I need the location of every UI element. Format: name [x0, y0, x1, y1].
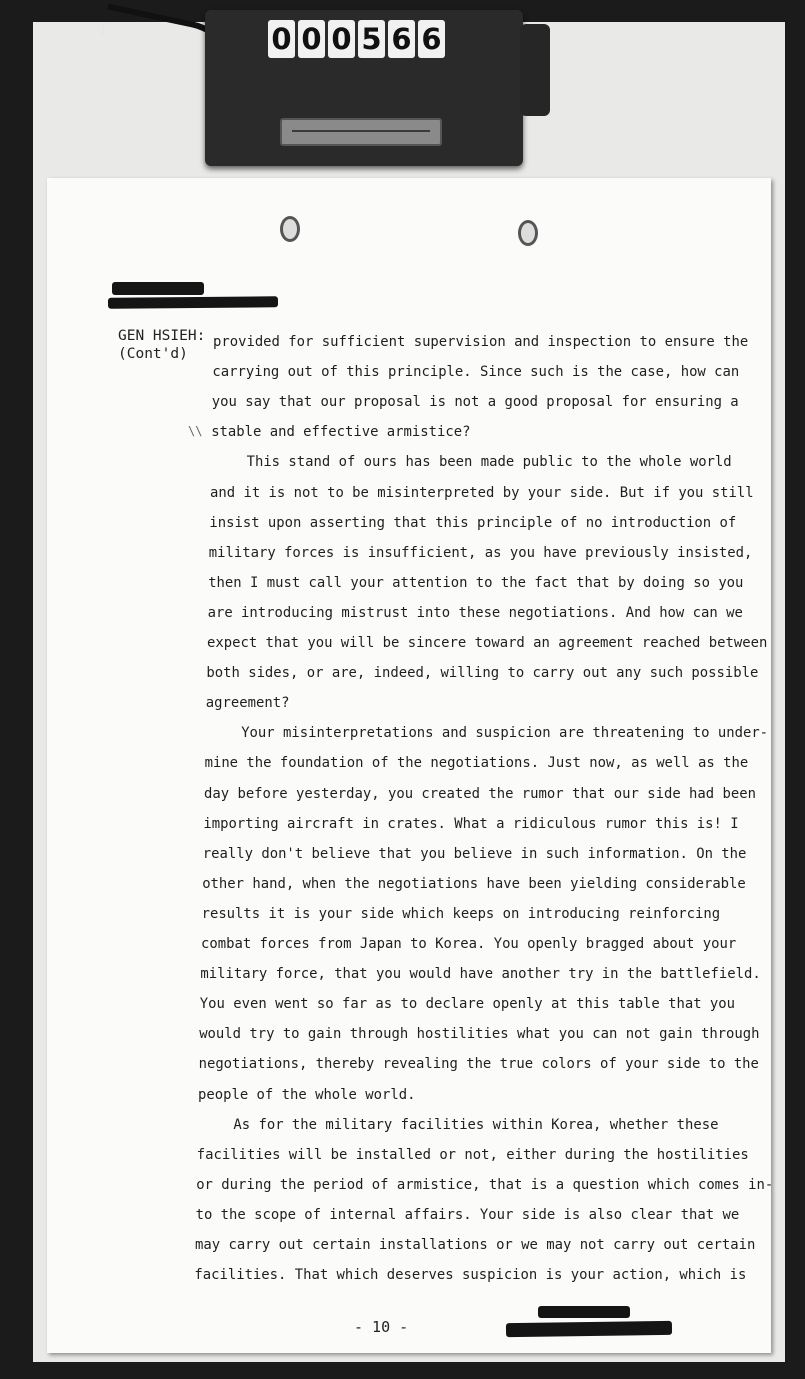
body-text-line: really don't believe that you believe in such information. On the: [202, 845, 747, 862]
body-text-line: carrying out of this principle. Since such is the case, how can: [212, 364, 740, 381]
counter-digit: 0: [268, 20, 295, 58]
body-text-line: As for the military facilities within Korea, whether these: [233, 1116, 719, 1133]
body-text-line: other hand, when the negotiations have been yielding considerable: [202, 875, 746, 892]
body-text-line: people of the whole world.: [198, 1086, 416, 1103]
body-text-line: results it is your side which keeps on introducing reinforcing: [201, 905, 721, 922]
body-text-line: military force, that you would have another try in the battlefield.: [200, 966, 761, 983]
body-text-line: agreement?: [205, 695, 290, 712]
body-text-line: would try to gain through hostilities what you can not gain through: [199, 1026, 760, 1043]
body-text-line: and it is not to be misinterpreted by your side. But if you still: [210, 484, 754, 501]
frame-counter-digits: [268, 20, 445, 58]
counter-digit: 5: [358, 20, 385, 58]
body-text-line: facilities. That which deserves suspicion is your action, which is: [194, 1267, 747, 1284]
pencil-mark: \\: [188, 424, 203, 438]
continued-note: (Cont'd): [118, 346, 188, 362]
body-text-line: day before yesterday, you created the rumor that our side had been: [204, 785, 756, 802]
redaction-mark: [108, 296, 278, 308]
body-text-line: or during the period of armistice, that is a question which comes in-: [196, 1176, 774, 1193]
punch-hole: [280, 216, 300, 242]
body-text-line: military forces is insufficient, as you have previously insisted,: [208, 544, 753, 561]
body-text-line: you say that our proposal is not a good proposal for ensuring a: [211, 394, 739, 411]
body-text-line: expect that you will be sincere toward an agreement reached between: [207, 635, 768, 651]
body-text-line: combat forces from Japan to Korea. You openly bragged about your: [201, 936, 737, 952]
page-number: - 10 -: [354, 1318, 409, 1336]
body-text-line: Your misinterpretations and suspicion are threatening to under-: [241, 725, 769, 742]
body-text-line: This stand of ours has been made public to the whole world: [246, 454, 732, 471]
counter-nameplate: [280, 118, 442, 146]
body-text-line: insist upon asserting that this principle of no introduction of: [209, 514, 737, 531]
body-text-line: stable and effective armistice?: [211, 424, 471, 441]
redaction-mark: [538, 1306, 630, 1318]
body-text-line: importing aircraft in crates. What a ridiculous rumor this is! I: [203, 815, 739, 832]
speaker-label: [118, 327, 208, 363]
body-text-line: facilities will be installed or not, either during the hostilities: [196, 1146, 749, 1163]
counter-digit: 0: [328, 20, 355, 58]
body-text-line: then I must call your attention to the fact that by doing so you: [208, 574, 744, 591]
redaction-mark: [112, 282, 204, 295]
counter-digit: 0: [298, 20, 325, 58]
redaction-mark: [506, 1321, 672, 1337]
body-text-line: to the scope of internal affairs. Your side is also clear that we: [195, 1206, 740, 1223]
body-text-line: You even went so far as to declare openly at this table that you: [199, 996, 736, 1013]
body-text-line: both sides, or are, indeed, willing to carry out any such possible: [206, 665, 759, 682]
speaker-name: GEN HSIEH:: [118, 328, 206, 344]
body-text-line: negotiations, thereby revealing the true colors of your side to the: [198, 1056, 759, 1073]
punch-hole: [518, 220, 538, 246]
body-text-line: mine the foundation of the negotiations. Just now, as well as the: [204, 755, 749, 772]
counter-digit: 6: [418, 20, 445, 58]
body-text-line: may carry out certain installations or we may not carry out certain: [195, 1237, 756, 1253]
counter-digit: 6: [388, 20, 415, 58]
counter-knob: [520, 24, 550, 116]
body-text-line: are introducing mistrust into these negotiations. And how can we: [207, 604, 743, 621]
body-text-line: provided for sufficient supervision and inspection to ensure the: [213, 334, 749, 350]
